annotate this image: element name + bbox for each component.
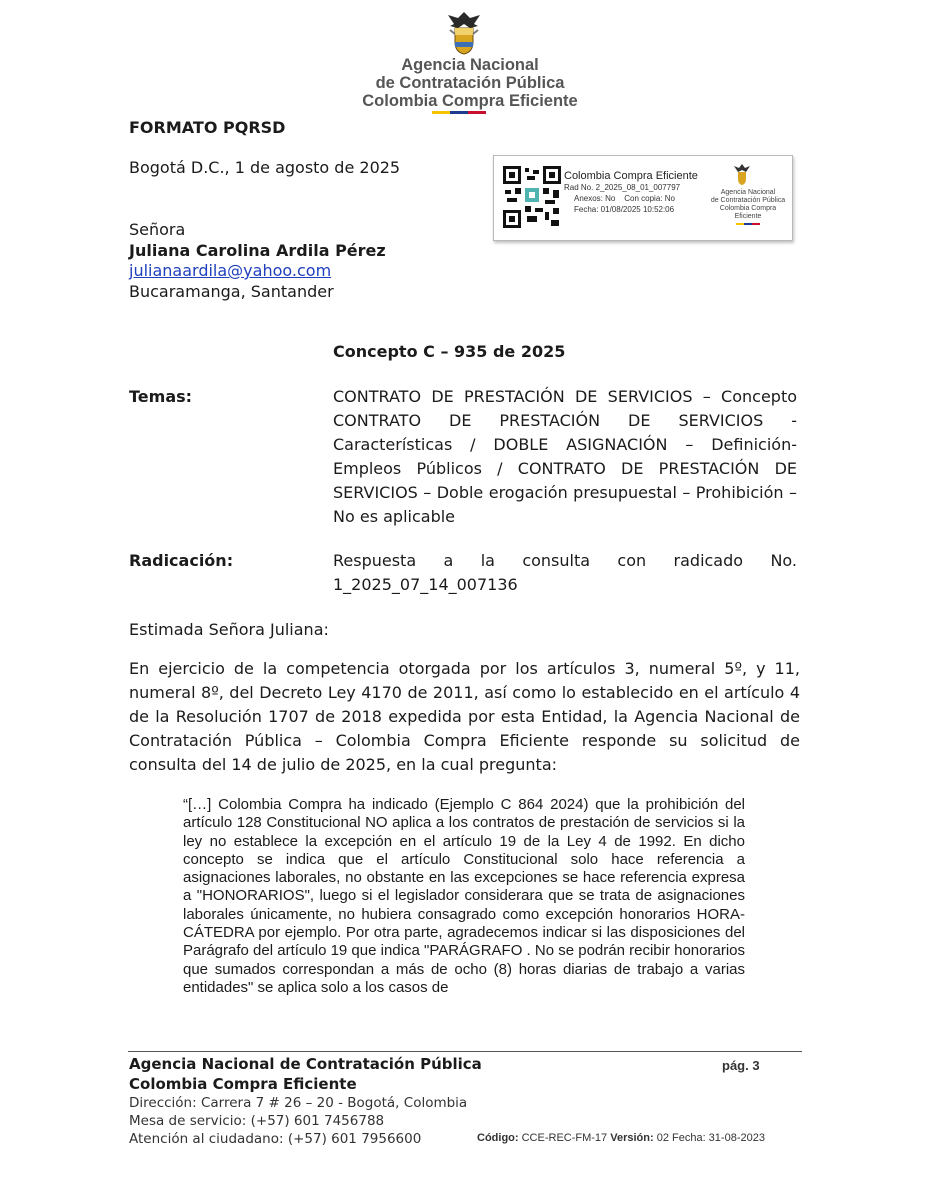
stamp-title: Colombia Compra Eficiente: [564, 170, 698, 182]
header-organization: [300, 56, 640, 110]
format-title: FORMATO PQRSD: [129, 118, 286, 137]
stamp-logo-line2: de Contratación Pública: [710, 197, 786, 204]
code-label: Código:: [477, 1132, 519, 1144]
greeting: Estimada Señora Juliana:: [129, 620, 329, 639]
stamp-annexes: Anexos: No Con copia: No: [574, 194, 675, 203]
footer-org-line1: Agencia Nacional de Contratación Pública: [129, 1055, 482, 1073]
radication-label: Radicación:: [129, 551, 234, 570]
stamp-date: Fecha: 01/08/2025 10:52:06: [574, 205, 675, 214]
flag-blue: [450, 111, 468, 114]
recipient-email-link[interactable]: julianaardila@yahoo.com: [129, 261, 332, 280]
document-code: [477, 1132, 765, 1144]
flag-red: [468, 111, 486, 114]
stamp-rad-number: Rad No. 2_2025_08_01_007797: [564, 183, 681, 192]
version-value: 02 Fecha: 31-08-2023: [656, 1132, 765, 1144]
footer-address: Dirección: Carrera 7 # 26 – 20 - Bogotá, Colombia: [129, 1095, 468, 1111]
qr-code: [503, 166, 561, 228]
footer-attention: Atención al ciudadano: (+57) 601 7956600: [129, 1131, 422, 1147]
flag-yellow: [432, 111, 450, 114]
stamp-logo-line3: Colombia Compra Eficiente: [719, 205, 777, 220]
footer-service: Mesa de servicio: (+57) 601 7456788: [129, 1113, 385, 1129]
quote-paragraph: “[…] Colombia Compra ha indicado (Ejemplo C 864 2024) que la prohibición del artículo 128 Constitucional NO aplica a los contratos de prestación de servicios si la ley no establece la excepción en el artículo 19 de la Ley 4 de 1992. En dicho concepto se indica que el artículo Constitucional solo hace referencia a asignaciones laborales, no obstante en las excepciones se hace referencia expresa a "HONORARIOS", luego si el legislador considerara que se trata de asignaciones laborales únicamente, no hubiera consagrado como excepción honorarios HORA-CÁTEDRA por ejemplo. Por otra parte, agradecemos indicar si las disposiciones del Parágrafo del artículo 19 que indica "PARÁGRAFO . No se podrán recibir honorarios que sumados correspondan a más de ocho (8) horas diarias de trabajo a varias entidades" se aplica solo a los casos de: [183, 796, 745, 996]
footer-org-line2: Colombia Compra Eficiente: [129, 1075, 357, 1093]
header-org-line2: de Contratación Pública: [375, 74, 565, 92]
radication-text: Respuesta a la consulta con radicado No. 1_2025_07_14_007136: [333, 551, 797, 594]
coat-of-arms-icon: [444, 10, 484, 56]
header-org-line1: Agencia Nacional: [401, 56, 539, 74]
stamp-crest-icon: [734, 164, 750, 186]
version-label: Versión:: [610, 1132, 654, 1144]
stamp-flag: [736, 223, 760, 225]
stamp-logo-line1: Agencia Nacional: [720, 189, 776, 196]
themes-text: CONTRATO DE PRESTACIÓN DE SERVICIOS – Concepto CONTRATO DE PRESTACIÓN DE SERVICIOS - Características / DOBLE ASIGNACIÓN – Definición- Empleos Públicos / CONTRATO DE PRESTACIÓN DE SERVICIOS – Doble erogación presupuestal – Prohibición – No es aplicable: [333, 387, 797, 526]
recipient-salutation: Señora: [129, 220, 186, 239]
code-value: CCE-REC-FM-17: [521, 1132, 608, 1144]
intro-paragraph: En ejercicio de la competencia otorgada por los artículos 3, numeral 5º, y 11, numeral 8º, del Decreto Ley 4170 de 2011, así como lo establecido en el artículo 4 de la Resolución 1707 de 2018 expedida por esta Entidad, la Agencia Nacional de Contratación Pública – Colombia Compra Eficiente responde su solicitud de consulta del 14 de julio de 2025, en la cual pregunta:: [129, 659, 800, 774]
header-org-line3: Colombia Compra Eficiente: [362, 92, 578, 110]
themes-label: Temas:: [129, 387, 193, 406]
radication-stamp: [493, 155, 793, 241]
footer-divider: [128, 1051, 802, 1052]
concept-title: Concepto C – 935 de 2025: [333, 342, 566, 361]
recipient-city: Bucaramanga, Santander: [129, 282, 334, 301]
date-line: Bogotá D.C., 1 de agosto de 2025: [129, 158, 401, 177]
page-number: pág. 3: [722, 1058, 760, 1073]
stamp-logo: [708, 189, 788, 225]
flag-stripe: [432, 111, 486, 114]
recipient-name: Juliana Carolina Ardila Pérez: [129, 241, 386, 260]
